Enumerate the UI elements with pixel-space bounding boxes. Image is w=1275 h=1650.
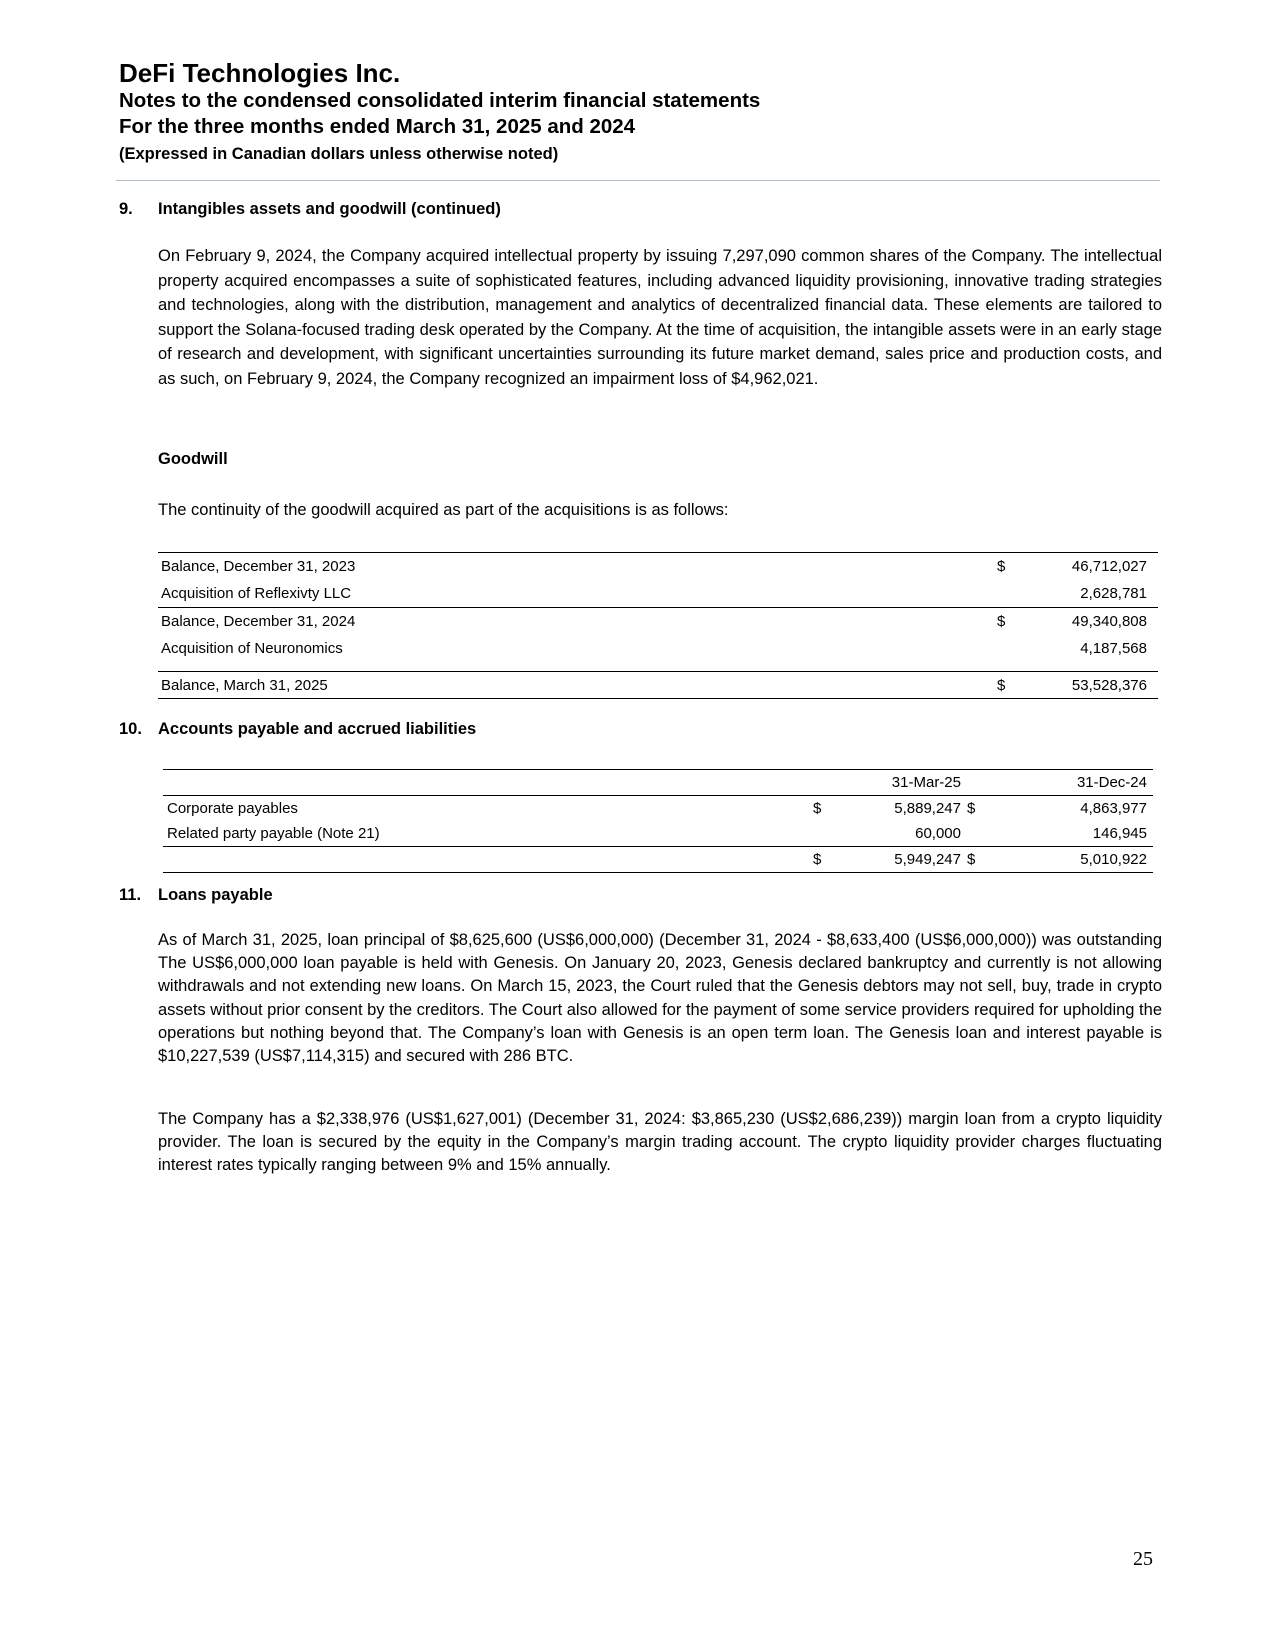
currency-symbol: [997, 580, 1027, 608]
row-value: 4,863,977: [1080, 800, 1147, 817]
goodwill-heading: Goodwill: [158, 450, 228, 468]
table-row: [158, 635, 1158, 662]
row-value: 49,340,808: [1027, 608, 1158, 636]
section-number: 9.: [119, 200, 133, 218]
column-header: 31-Dec-24: [987, 770, 1153, 796]
page-number: 25: [1133, 1548, 1153, 1570]
currency-symbol: $: [967, 800, 976, 817]
total-value: 5,010,922: [987, 847, 1153, 873]
table-row: [163, 821, 1153, 847]
row-value: 60,000: [915, 825, 961, 842]
row-label: Balance, December 31, 2024: [158, 608, 997, 636]
row-value: 146,945: [1092, 825, 1147, 842]
table-row: [158, 608, 1158, 636]
table-total-row: [163, 847, 1153, 873]
section-number: 10.: [119, 720, 142, 738]
section-11-paragraph-2: The Company has a $2,338,976 (US$1,627,001) (December 31, 2024: $3,865,230 (US$2,686,239)) margin loan from a crypto liquidity provider. The loan is secured by the equity in the Company’s margin trading account. The crypto liquidity provider charges fluctuating interest rates typically ranging between 9% and 15% annually.: [158, 1110, 1162, 1175]
currency-symbol: $: [997, 672, 1027, 699]
currency-note: (Expressed in Canadian dollars unless otherwise noted): [119, 145, 559, 163]
row-value: 53,528,376: [1027, 672, 1158, 699]
currency-symbol: $: [997, 558, 1006, 575]
row-value: 4,187,568: [1080, 640, 1147, 657]
row-label: Acquisition of Neuronomics: [161, 640, 343, 657]
table-spacer: [158, 662, 1158, 672]
header-divider: [116, 180, 1160, 181]
currency-symbol: [813, 821, 833, 847]
currency-symbol: $: [997, 608, 1027, 636]
company-name: DeFi Technologies Inc.: [119, 58, 401, 88]
row-value: 5,889,247: [894, 800, 961, 817]
currency-symbol: [997, 635, 1027, 662]
accounts-payable-table: [163, 769, 1153, 873]
section-title: Intangibles assets and goodwill (continued): [158, 200, 501, 218]
row-label: Balance, December 31, 2023: [161, 558, 356, 575]
row-value: 46,712,027: [1071, 558, 1147, 575]
table-header-row: [163, 770, 1153, 796]
section-title: Accounts payable and accrued liabilities: [158, 720, 477, 738]
goodwill-table: [158, 552, 1158, 699]
row-value: 2,628,781: [1080, 585, 1147, 602]
section-title: Loans payable: [158, 886, 273, 904]
table-row: [158, 553, 1158, 581]
document-title: Notes to the condensed consolidated interim financial statements: [119, 89, 761, 112]
period-title: For the three months ended March 31, 2025 and 2024: [119, 115, 636, 138]
table-row: [163, 796, 1153, 822]
currency-symbol: $: [813, 800, 822, 817]
currency-symbol: [967, 821, 987, 847]
section-11-paragraph-1: As of March 31, 2025, loan principal of $8,625,600 (US$6,000,000) (December 31, 2024 - $8,633,400 (US$6,000,000)) was outstanding The US$6,000,000 loan payable is held with Genesis. On January 20, 2023, Genesis declared bankruptcy and currently is not allowing withdrawals and not extending new loans. On March 15, 2023, the Court ruled that the Genesis debtors may not sell, buy, trade in crypto assets without prior consent by the creditors. The Court also allowed for the payment of some service providers required for upholding the operations but nothing beyond that. The Company’s loan with Genesis is an open term loan. The Genesis loan and interest payable is $10,227,539 (US$7,114,315) and secured with 286 BTC.: [158, 931, 1162, 1066]
total-value: 5,949,247: [833, 847, 967, 873]
row-label: Balance, March 31, 2025: [158, 672, 997, 699]
column-header: 31-Mar-25: [833, 770, 967, 796]
goodwill-intro: The continuity of the goodwill acquired as part of the acquisitions is as follows:: [158, 501, 729, 519]
section-9-paragraph: On February 9, 2024, the Company acquired intellectual property by issuing 7,297,090 common shares of the Company. The intellectual property acquired encompasses a suite of sophisticated features, including advanced liquidity provisioning, innovative trading strategies and technologies, along with the distribution, management and analytics of decentralized financial data. These elements are tailored to support the Solana-focused trading desk operated by the Company. At the time of acquisition, the intangible assets were in an early stage of research and development, with significant uncertainties surrounding its future market demand, sales price and production costs, and as such, on February 9, 2024, the Company recognized an impairment loss of $4,962,021.: [158, 247, 1162, 388]
row-label: Related party payable (Note 21): [167, 825, 380, 842]
table-row: [158, 580, 1158, 608]
section-number: 11.: [119, 886, 142, 904]
page-header: [119, 58, 1159, 166]
currency-symbol: $: [813, 847, 833, 873]
row-label: Corporate payables: [167, 800, 298, 817]
table-row: [158, 672, 1158, 699]
currency-symbol: $: [967, 847, 987, 873]
row-label: Acquisition of Reflexivty LLC: [161, 585, 352, 602]
